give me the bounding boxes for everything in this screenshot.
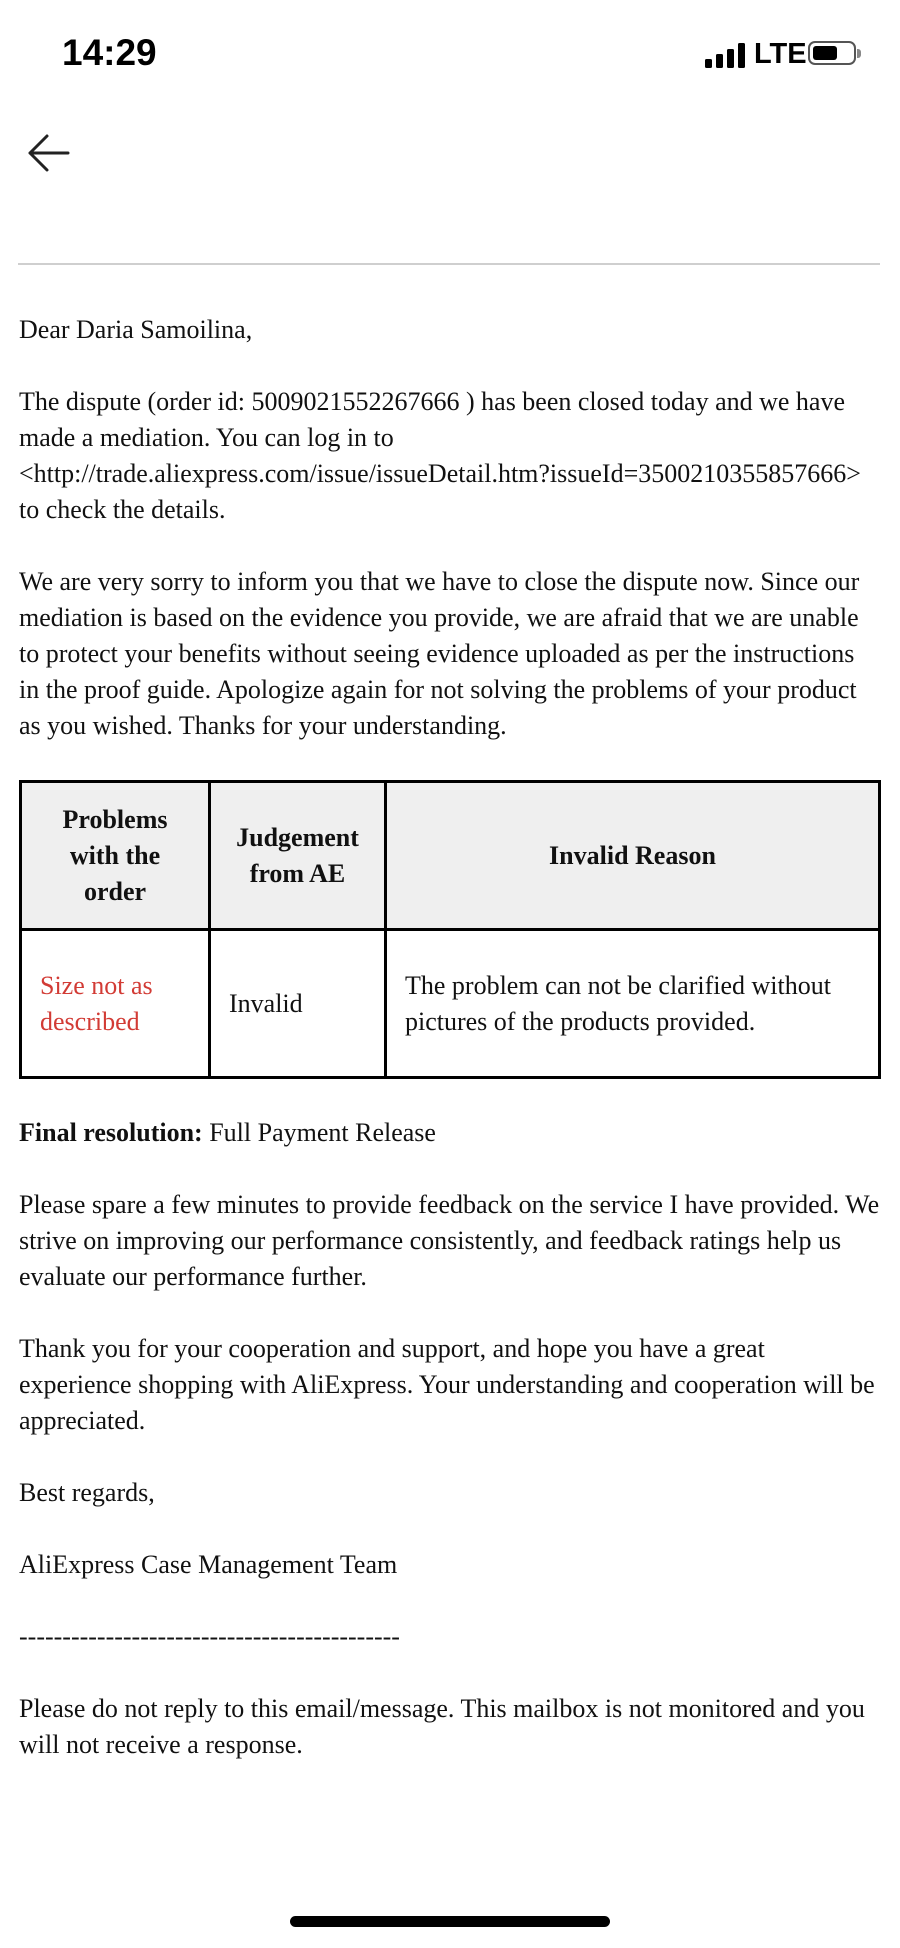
dispute-paragraph: [19, 384, 881, 528]
network-type: LTE: [754, 38, 807, 70]
final-resolution-label: Final resolution:: [19, 1118, 203, 1147]
reason-cell: The problem can not be clarified without pictures of the products provided.: [386, 930, 880, 1078]
final-resolution-value: Full Payment Release: [202, 1118, 436, 1147]
footer-rule: --------------------------------------------: [19, 1622, 400, 1651]
email-body: [19, 312, 881, 1799]
cellular-signal-icon: [705, 42, 747, 68]
home-indicator[interactable]: [290, 1916, 610, 1927]
dispute-table: [19, 780, 881, 1079]
dispute-outro: to check the details.: [19, 495, 226, 524]
dispute-detail-link[interactable]: <http://trade.aliexpress.com/issue/issueDetail.htm?issueId=3500210355857666>: [19, 459, 861, 488]
closing: Best regards,: [19, 1478, 155, 1507]
final-resolution: [19, 1115, 881, 1151]
judgement-cell: Invalid: [210, 930, 386, 1078]
header-divider: [18, 263, 880, 265]
feedback-paragraph: Please spare a few minutes to provide feedback on the service I have provided. We strive on improving our performance consistently, and feedback ratings help us evaluate our performance further.: [19, 1190, 880, 1291]
status-bar: [0, 0, 900, 110]
thanks-paragraph: Thank you for your cooperation and support, and hope you have a great experience shopping with AliExpress. Your understanding and cooperation will be appreciated.: [19, 1334, 875, 1435]
arrow-left-icon: [24, 128, 74, 178]
header-invalid-reason: Invalid Reason: [386, 782, 880, 930]
battery-icon: [808, 41, 856, 65]
problem-cell: Size not as described: [21, 930, 210, 1078]
status-time: 14:29: [62, 32, 157, 73]
table-header-row: [21, 782, 880, 930]
dispute-intro: The dispute (order id: 5009021552267666 ) has been closed today and we have made a mediation. You can log in to: [19, 387, 846, 452]
footer-note: Please do not reply to this email/message. This mailbox is not monitored and you will not receive a response.: [19, 1694, 865, 1759]
greeting: Dear Daria Samoilina,: [19, 315, 253, 344]
table-row: [21, 930, 880, 1078]
back-button[interactable]: [24, 128, 74, 178]
header-judgement: Judgement from AE: [210, 782, 386, 930]
apology-paragraph: We are very sorry to inform you that we have to close the dispute now. Since our mediation is based on the evidence you provide, we are afraid that we are unable to protect your benefits without seeing evidence uploaded as per the instructions in the proof guide. Apologize again for not solving the problems of your product as you wished. Thanks for your understanding.: [19, 567, 860, 740]
header-problems: Problems with the order: [21, 782, 210, 930]
signature: AliExpress Case Management Team: [19, 1550, 398, 1579]
